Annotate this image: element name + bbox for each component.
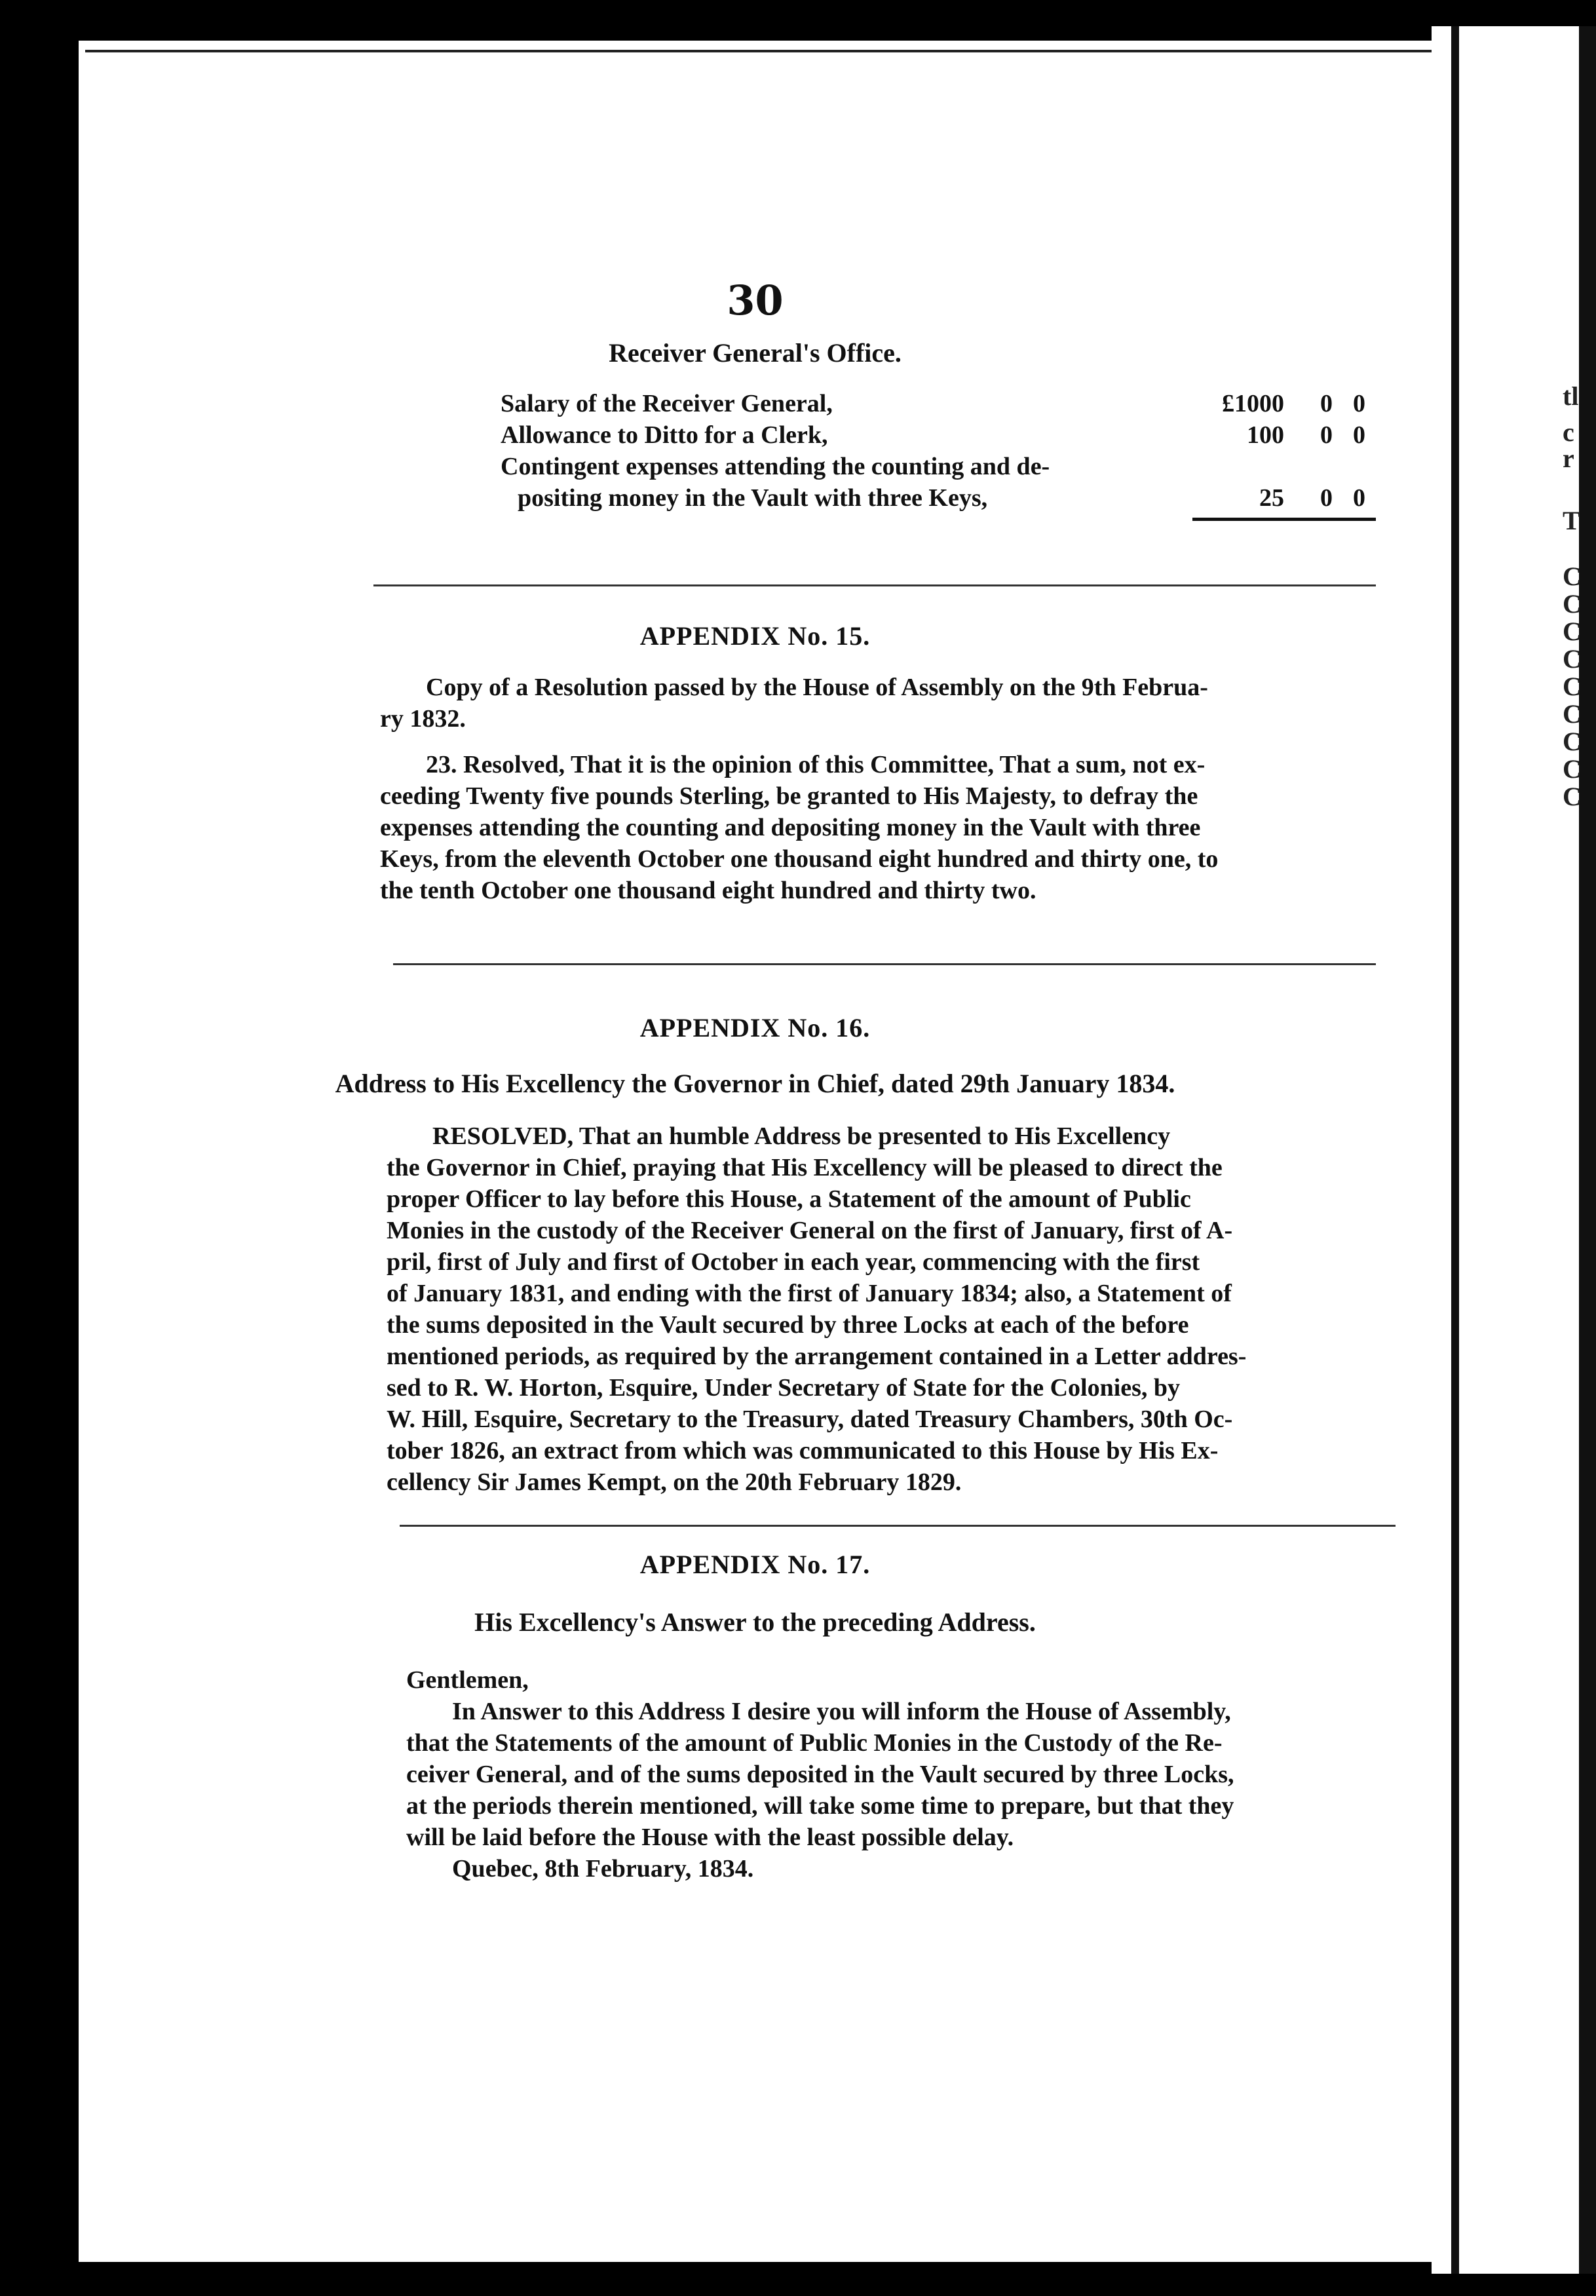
- fragment-text: C: [1563, 699, 1582, 729]
- section-heading: Receiver General's Office.: [609, 338, 902, 368]
- fragment-text: T: [1563, 506, 1580, 535]
- text-line: RESOLVED, That an humble Address be presented to His Excellency: [432, 1122, 1171, 1150]
- amount-shillings: 0: [1320, 421, 1333, 449]
- text-line: tober 1826, an extract from which was communicated to this House by His Ex-: [387, 1437, 1219, 1464]
- fragment-text: r: [1563, 444, 1574, 473]
- text-line: pril, first of July and first of October in each year, commencing with the first: [387, 1248, 1200, 1276]
- fragment-text: C: [1563, 562, 1582, 591]
- fragment-text: C: [1563, 589, 1582, 619]
- document-page: [79, 41, 1432, 2262]
- text-line: at the periods therein mentioned, will take some time to prepare, but that they: [406, 1792, 1234, 1820]
- salary-label: Contingent expenses attending the counting and de-: [501, 453, 1050, 480]
- fragment-text: C: [1563, 782, 1582, 811]
- salary-label: Allowance to Ditto for a Clerk,: [501, 421, 828, 449]
- fragment-text: C: [1563, 617, 1582, 646]
- amount-pounds: 100: [1247, 421, 1284, 449]
- amount-shillings: 0: [1320, 484, 1333, 512]
- salary-row: [419, 451, 1376, 482]
- text-line: W. Hill, Esquire, Secretary to the Treasury, dated Treasury Chambers, 30th Oc-: [387, 1406, 1233, 1433]
- appendix-16-body: [387, 1120, 1382, 1498]
- text-line: the tenth October one thousand eight hundred and thirty two.: [380, 877, 1036, 904]
- text-line: mentioned periods, as required by the arrangement contained in a Letter addres-: [387, 1343, 1247, 1370]
- appendix-16-title: APPENDIX No. 16.: [639, 1013, 871, 1043]
- divider: [393, 963, 1376, 965]
- amount-shillings: 0: [1320, 390, 1333, 417]
- text-line: Keys, from the eleventh October one thousand eight hundred and thirty one, to: [380, 845, 1219, 873]
- fragment-text: C: [1563, 644, 1582, 674]
- text-line: expenses attending the counting and depositing money in the Vault with three: [380, 814, 1201, 841]
- text-line: sed to R. W. Horton, Esquire, Under Secretary of State for the Colonies, by: [387, 1374, 1181, 1402]
- text-line: cellency Sir James Kempt, on the 20th February 1829.: [387, 1468, 962, 1496]
- text-line: the Governor in Chief, praying that His Excellency will be pleased to direct the: [387, 1154, 1223, 1181]
- text-line: ceiver General, and of the sums deposited in the Vault secured by three Locks,: [406, 1761, 1234, 1788]
- amount-pence: 0: [1353, 484, 1365, 512]
- text-line: Copy of a Resolution passed by the House of Assembly on the 9th Februa-: [426, 674, 1208, 701]
- appendix-17-body: [406, 1664, 1402, 1885]
- salary-row: [419, 419, 1376, 451]
- text-line: In Answer to this Address I desire you will inform the House of Assembly,: [452, 1698, 1231, 1725]
- amount-pounds: £1000: [1222, 390, 1284, 417]
- divider: [373, 584, 1376, 586]
- amount-pence: 0: [1353, 421, 1365, 449]
- text-line: Monies in the custody of the Receiver General on the first of January, first of A-: [387, 1217, 1233, 1244]
- text-line: ceeding Twenty five pounds Sterling, be granted to His Majesty, to defray the: [380, 782, 1198, 810]
- appendix-16-subtitle: Address to His Excellency the Governor in Chief, dated 29th January 1834.: [335, 1069, 1175, 1098]
- amount-pence: 0: [1353, 390, 1365, 417]
- appendix-15-title: APPENDIX No. 15.: [639, 621, 871, 651]
- fragment-text: tl: [1563, 381, 1579, 411]
- appendix-17-title: APPENDIX No. 17.: [639, 1550, 871, 1579]
- fragment-text: C: [1563, 754, 1582, 784]
- salary-label: Salary of the Receiver General,: [501, 390, 833, 417]
- salary-row: [419, 482, 1376, 514]
- scan-border: [1579, 26, 1596, 2274]
- text-line: 23. Resolved, That it is the opinion of this Committee, That a sum, not ex-: [426, 751, 1206, 778]
- text-line: that the Statements of the amount of Public Monies in the Custody of the Re-: [406, 1729, 1223, 1757]
- salary-table: [419, 388, 1376, 514]
- text-line: will be laid before the House with the least possible delay.: [406, 1824, 1014, 1851]
- appendix-15-body: [380, 672, 1376, 906]
- amount-pounds: 25: [1259, 484, 1284, 512]
- fragment-text: c: [1563, 417, 1574, 447]
- adjacent-page-edge: [1432, 26, 1596, 2274]
- appendix-17-subtitle: His Excellency's Answer to the preceding Address.: [474, 1607, 1036, 1637]
- text-line: ry 1832.: [380, 705, 466, 733]
- salary-label: positing money in the Vault with three Keys,: [518, 484, 988, 512]
- page-gutter: [1451, 26, 1459, 2274]
- fragment-text: C: [1563, 727, 1582, 756]
- fragment-text: C: [1563, 672, 1582, 701]
- text-line: the sums deposited in the Vault secured by three Locks at each of the before: [387, 1311, 1189, 1339]
- salutation: Gentlemen,: [406, 1666, 529, 1694]
- page-number: 30: [727, 277, 784, 324]
- signoff: Quebec, 8th February, 1834.: [452, 1855, 754, 1883]
- text-line: proper Officer to lay before this House, a Statement of the amount of Public: [387, 1185, 1191, 1213]
- salary-row: [419, 388, 1376, 419]
- divider: [400, 1525, 1396, 1527]
- text-line: of January 1831, and ending with the first of January 1834; also, a Statement of: [387, 1280, 1232, 1307]
- total-rule: [1192, 518, 1376, 521]
